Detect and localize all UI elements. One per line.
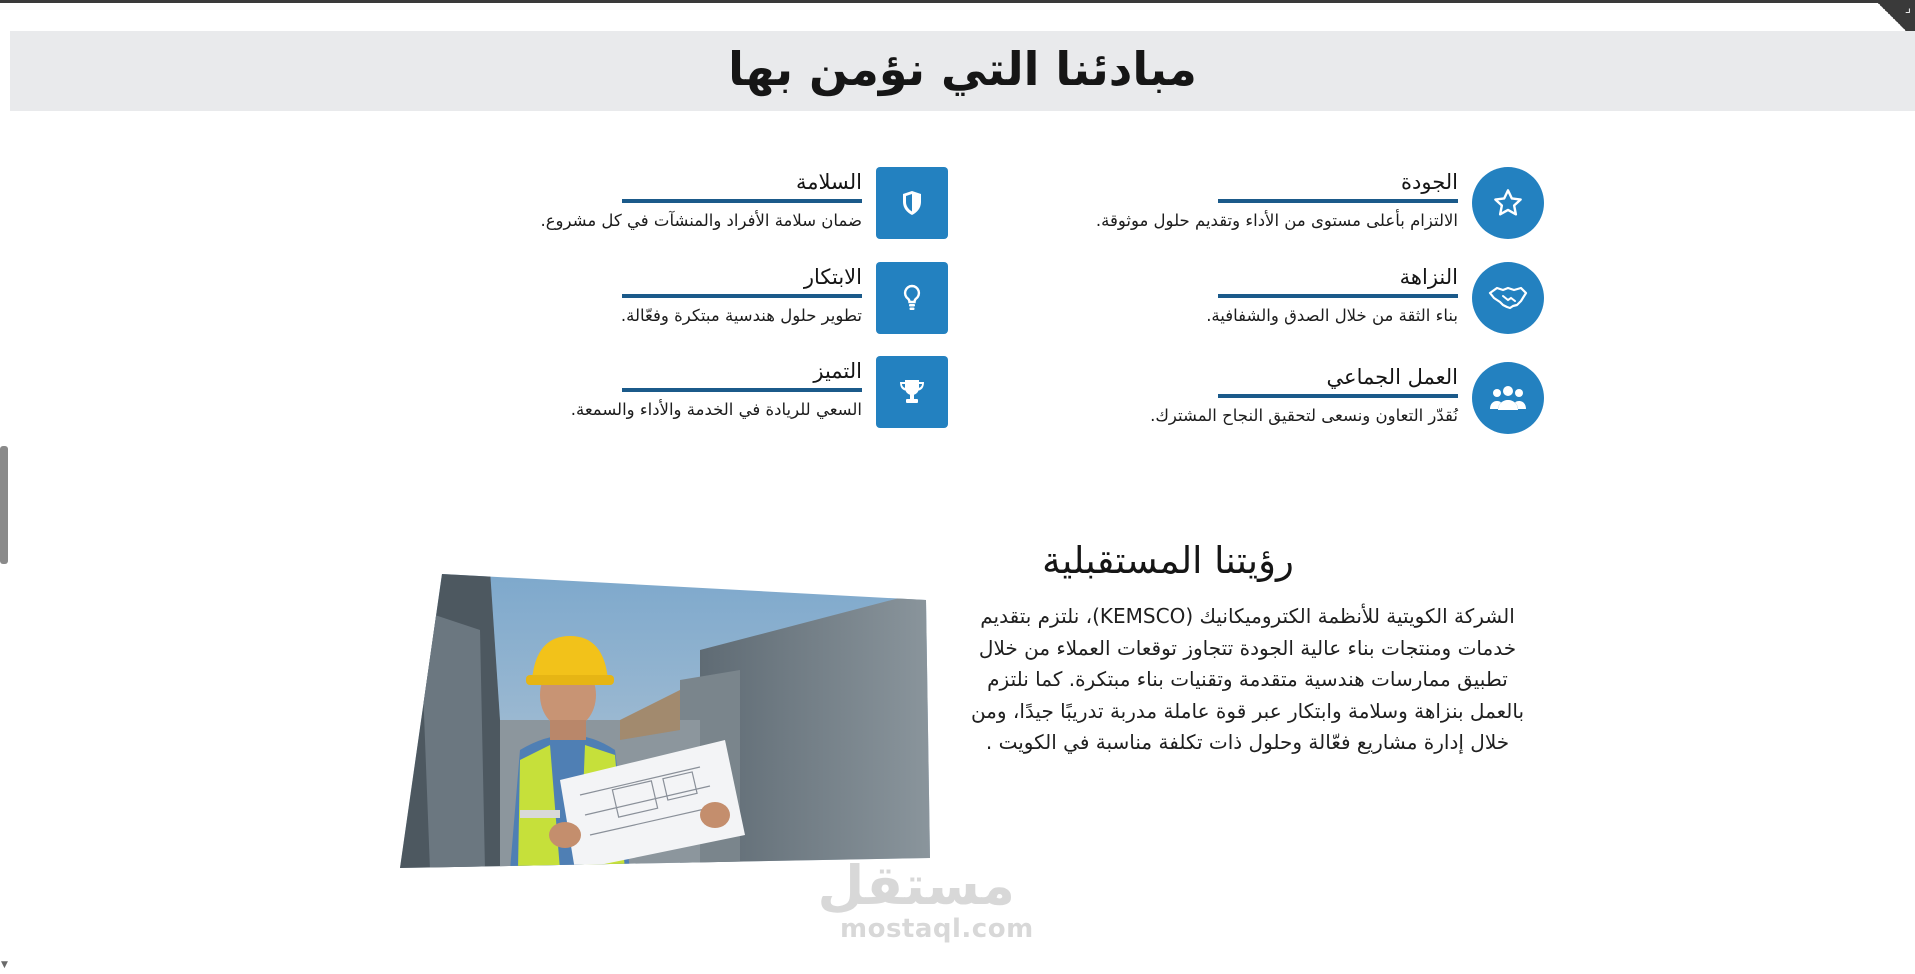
- value-divider: [1218, 294, 1458, 298]
- value-divider: [622, 294, 862, 298]
- trophy-icon: [876, 356, 948, 428]
- value-description: ضمان سلامة الأفراد والمنشآت في كل مشروع.: [540, 211, 862, 230]
- vision-title: رؤيتنا المستقبلية: [1042, 539, 1294, 582]
- value-title: السلامة: [795, 170, 862, 194]
- value-description: الالتزام بأعلى مستوى من الأداء وتقديم حلول موثوقة.: [1095, 211, 1458, 230]
- value-divider: [1218, 394, 1458, 398]
- value-divider: [622, 199, 862, 203]
- handshake-icon: [1472, 262, 1544, 334]
- value-item-innovation: [508, 262, 948, 336]
- vision-paragraph: الشركة الكويتية للأنظمة الكتروميكانيك (KEMSCO)، نلتزم بتقديم خدمات ومنتجات بناء عالية الجودة تتجاوز توقعات العملاء من خلال تطبيق ممارسات هندسية متقدمة وتقنيات بناء مبتكرة. كما نلتزم بالعمل بنزاهة وسلامة وابتكار عبر قوة عاملة مدربة تدريبًا جيدًا، ومن خلال إدارة مشاريع فعّالة وحلول ذات تكلفة مناسبة في الكويت .: [970, 604, 1525, 754]
- team-icon: [1472, 362, 1544, 434]
- page-title: مبادئنا التي نؤمن بها: [728, 42, 1197, 96]
- watermark-arabic: مستقل: [817, 854, 1015, 917]
- star-icon: [1472, 167, 1544, 239]
- scroll-down-arrow-icon[interactable]: ▼: [1, 960, 8, 970]
- value-title: العمل الجماعي: [1326, 365, 1458, 389]
- value-title: الجودة: [1401, 170, 1458, 194]
- value-item-teamwork: [1058, 362, 1544, 436]
- watermark: [817, 854, 1034, 944]
- section-header: [10, 31, 1915, 111]
- value-item-excellence: [508, 356, 948, 430]
- watermark-latin: mostaql.com: [840, 914, 1034, 944]
- value-description: السعي للريادة في الخدمة والأداء والسمعة.: [570, 400, 862, 419]
- value-title: التميز: [813, 359, 862, 383]
- top-border: [0, 0, 1915, 3]
- value-description: نُقدّر التعاون ونسعى لتحقيق النجاح المشترك.: [1150, 406, 1458, 425]
- value-description: تطوير حلول هندسية مبتكرة وفعّالة.: [620, 306, 862, 325]
- scrollbar-thumb[interactable]: [0, 446, 8, 564]
- engineer-photo: [400, 570, 930, 870]
- value-title: الابتكار: [803, 265, 862, 289]
- value-description: بناء الثقة من خلال الصدق والشفافية.: [1206, 306, 1458, 325]
- value-item-quality: [1058, 167, 1544, 241]
- value-item-safety: [508, 167, 948, 241]
- value-title: النزاهة: [1399, 265, 1458, 289]
- shield-icon: [876, 167, 948, 239]
- corner-arrow-icon: ⌟: [1904, 1, 1911, 16]
- value-divider: [1218, 199, 1458, 203]
- value-item-integrity: [1058, 262, 1544, 336]
- lightbulb-icon: [876, 262, 948, 334]
- value-divider: [622, 388, 862, 392]
